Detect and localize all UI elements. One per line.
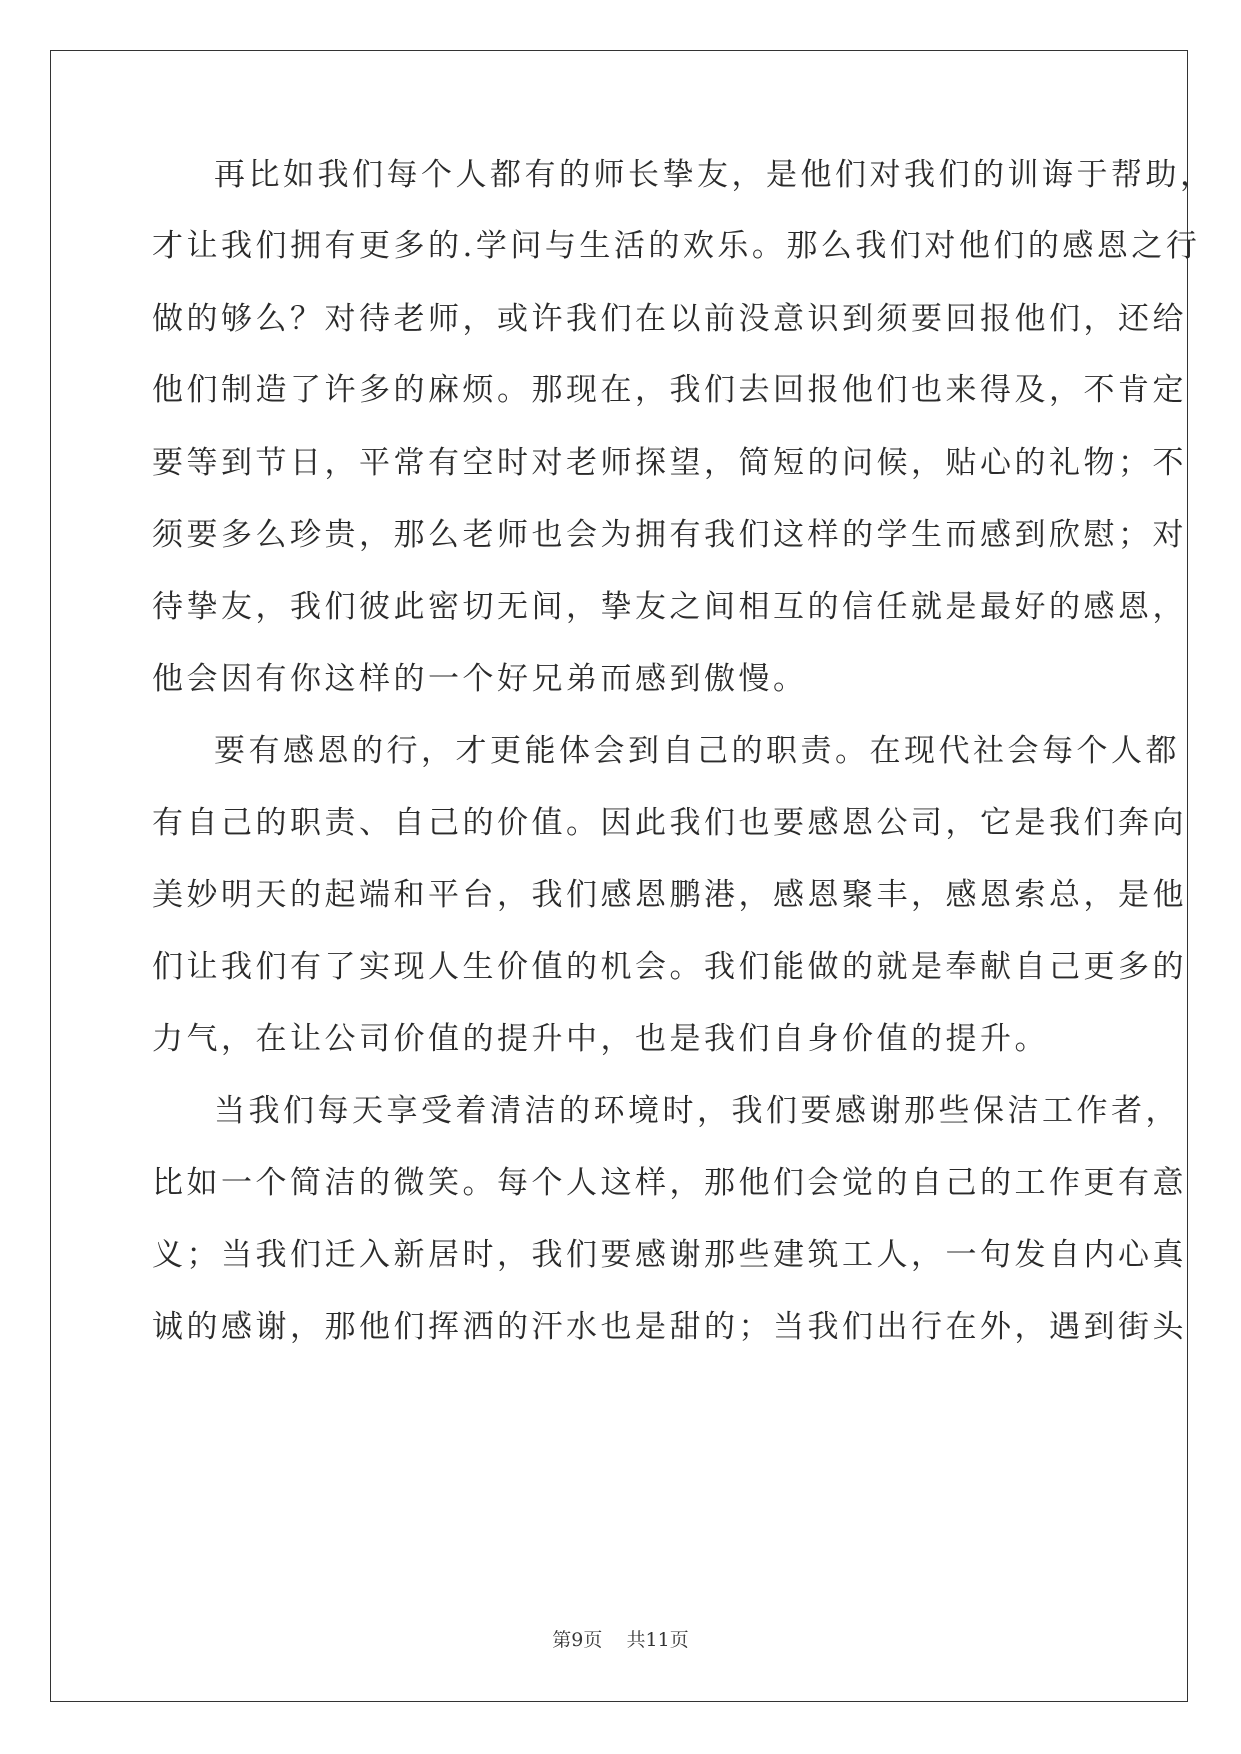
- paragraph-3-line-4: 诚的感谢，那他们挥洒的汗水也是甜的；当我们出行在外，遇到街头: [152, 1309, 1187, 1345]
- page-footer: [0, 1628, 1241, 1652]
- paragraph-3-line-2: 比如一个简洁的微笑。每个人这样，那他们会觉的自己的工作更有意: [152, 1165, 1187, 1201]
- page-total: 共11页: [626, 1629, 689, 1651]
- paragraph-1-line-4: 他们制造了许多的麻烦。那现在，我们去回报他们也来得及，不肯定: [152, 372, 1187, 408]
- paragraph-3-line-3: 义；当我们迁入新居时，我们要感谢那些建筑工人，一句发自内心真: [152, 1237, 1187, 1273]
- paragraph-2-line-4: 们让我们有了实现人生价值的机会。我们能做的就是奉献自己更多的: [152, 949, 1187, 985]
- paragraph-2-line-2: 有自己的职责、自己的价值。因此我们也要感恩公司，它是我们奔向: [152, 805, 1187, 841]
- paragraph-2-line-5: 力气，在让公司价值的提升中，也是我们自身价值的提升。: [152, 1021, 1049, 1057]
- paragraph-1-line-3: 做的够么？对待老师，或许我们在以前没意识到须要回报他们，还给: [152, 301, 1187, 337]
- paragraph-1-line-1: 再比如我们每个人都有的师长挚友，是他们对我们的训诲于帮助，: [214, 157, 1215, 193]
- paragraph-1-line-2: 才让我们拥有更多的.学问与生活的欢乐。那么我们对他们的感恩之行: [152, 228, 1201, 264]
- paragraph-2-line-3: 美妙明天的起端和平台，我们感恩鹏港，感恩聚丰，感恩索总，是他: [152, 877, 1187, 913]
- page-number: 第9页: [552, 1629, 603, 1651]
- paragraph-1-line-7: 待挚友，我们彼此密切无间，挚友之间相互的信任就是最好的感恩，: [152, 589, 1187, 625]
- paragraph-3-line-1: 当我们每天享受着清洁的环境时，我们要感谢那些保洁工作者，: [214, 1093, 1180, 1129]
- paragraph-1-line-6: 须要多么珍贵，那么老师也会为拥有我们这样的学生而感到欣慰；对: [152, 517, 1187, 553]
- paragraph-1-line-8: 他会因有你这样的一个好兄弟而感到傲慢。: [152, 661, 808, 697]
- paragraph-2-line-1: 要有感恩的行，才更能体会到自己的职责。在现代社会每个人都: [214, 733, 1180, 769]
- paragraph-1-line-5: 要等到节日，平常有空时对老师探望，简短的问候，贴心的礼物；不: [152, 445, 1187, 481]
